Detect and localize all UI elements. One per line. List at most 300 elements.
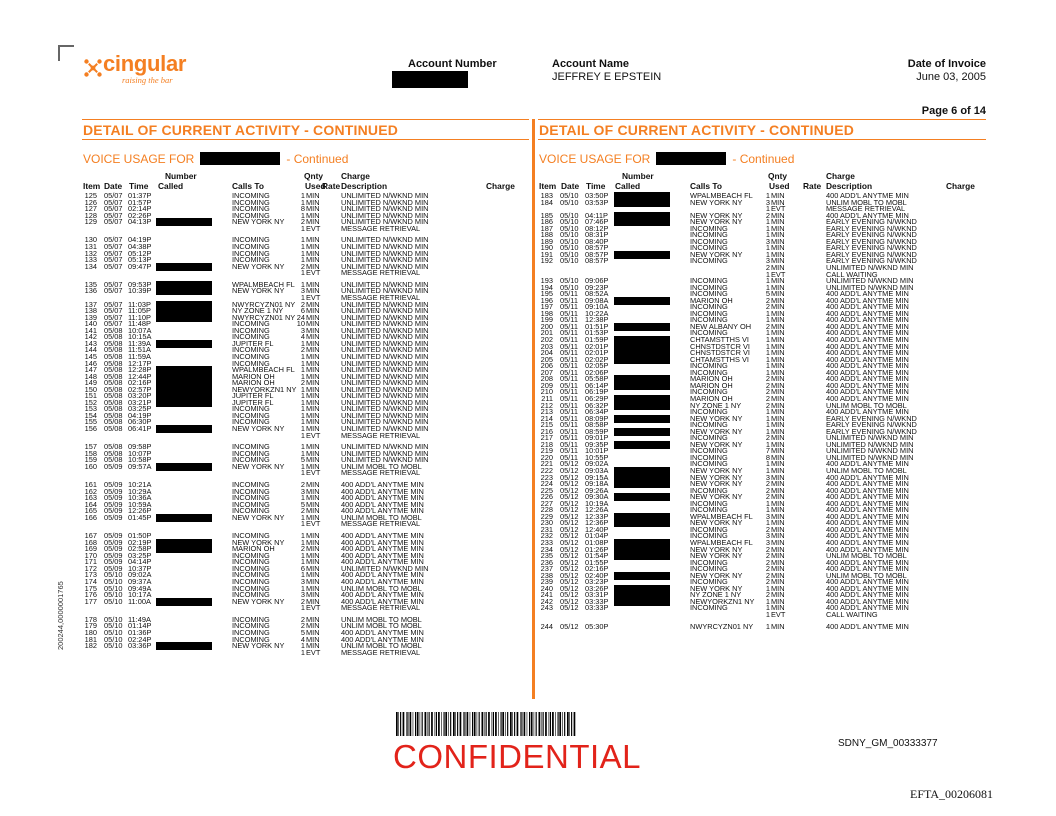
call-date: 05/08 — [104, 358, 123, 368]
barcode-bar — [460, 712, 462, 736]
quantity-used: 3 — [300, 590, 305, 600]
call-date: 05/09 — [104, 557, 123, 567]
quantity-unit: MIN — [771, 230, 785, 240]
charge-description: MESSAGE RETRIEVAL — [341, 603, 421, 613]
barcode-bar — [495, 712, 497, 736]
efta-number: EFTA_00206081 — [910, 787, 994, 801]
quantity-used: 1 — [765, 269, 770, 279]
calls-to: INCOMING — [690, 531, 728, 541]
call-date: 05/12 — [560, 531, 579, 541]
charge-description: MESSAGE RETRIEVAL — [341, 293, 421, 303]
quantity-used: 1 — [765, 282, 770, 292]
quantity-unit: MIN — [306, 217, 320, 227]
barcode-bar — [396, 712, 398, 736]
quantity-used: 1 — [765, 335, 770, 345]
quantity-used: 2 — [765, 393, 770, 403]
charge-description: 400 ADD'L ANYTME MIN — [826, 210, 909, 220]
item-number: 176 — [84, 590, 97, 600]
charge-description: UNLIMITED N/WKND MIN — [341, 197, 429, 207]
call-time: 09:02A — [128, 570, 152, 580]
item-number: 199 — [540, 315, 553, 325]
side-code: 200244,0000001765 — [56, 581, 65, 650]
calls-to: INCOMING — [690, 243, 728, 253]
corner-mark — [58, 45, 74, 47]
item-number: 228 — [540, 505, 553, 515]
quantity-unit: MIN — [306, 614, 320, 624]
item-number: 126 — [84, 197, 97, 207]
item-number: 196 — [540, 295, 553, 305]
item-number: 237 — [540, 564, 553, 574]
call-time: 03:36P — [128, 641, 152, 651]
call-date: 05/08 — [104, 378, 123, 388]
barcode-bar — [549, 712, 550, 736]
quantity-unit: MIN — [771, 243, 785, 253]
item-number: 168 — [84, 537, 97, 547]
col-item: Item — [83, 181, 101, 191]
quantity-unit: MIN — [771, 393, 785, 403]
quantity-unit: MIN — [771, 537, 785, 547]
barcode-bar — [464, 712, 465, 736]
quantity-unit: MIN — [306, 641, 320, 651]
barcode-bar — [455, 712, 456, 736]
calls-to: NEW ALBANY OH — [690, 321, 752, 331]
quantity-used: 1 — [300, 371, 305, 381]
barcode-bar — [435, 712, 436, 736]
account-name-value: JEFFREY E EPSTEIN — [552, 71, 662, 83]
item-number: 153 — [84, 404, 97, 414]
barcode-bar — [407, 712, 408, 736]
barcode-bar — [429, 712, 430, 736]
call-date: 05/11 — [560, 295, 578, 305]
charge-description: UNLIM MOBL TO MOBL — [826, 570, 907, 580]
col-date: Date — [561, 181, 580, 191]
quantity-unit: MIN — [306, 442, 320, 452]
call-date: 05/12 — [560, 511, 579, 521]
item-number: 150 — [84, 384, 97, 394]
item-number: 243 — [540, 603, 553, 613]
quantity-unit: MIN — [771, 348, 785, 358]
charge-description: UNLIMITED N/WKND MIN — [341, 358, 429, 368]
item-number: 194 — [540, 282, 553, 292]
call-time: 03:23P — [585, 577, 609, 587]
calls-to: NWYRCYZN01 NY — [232, 299, 296, 309]
barcode-bar — [558, 712, 559, 736]
item-number: 187 — [540, 223, 553, 233]
quantity-unit: MIN — [771, 603, 785, 613]
call-time: 02:01P — [585, 341, 609, 351]
item-number: 181 — [84, 634, 97, 644]
right-top-rule — [538, 119, 986, 120]
call-date: 05/12 — [560, 544, 579, 554]
call-date: 05/07 — [104, 299, 123, 309]
call-time: 10:36A — [128, 493, 152, 503]
invoice-date-label: Date of Invoice — [907, 58, 986, 70]
call-date: 05/07 — [104, 248, 123, 258]
quantity-used: 2 — [765, 570, 770, 580]
call-time: 11:05P — [128, 306, 151, 316]
quantity-unit: MIN — [306, 210, 320, 220]
barcode-bar — [545, 712, 547, 736]
call-time: 10:17A — [128, 590, 152, 600]
calls-to: INCOMING — [232, 570, 270, 580]
call-date: 05/11 — [560, 315, 578, 325]
call-time: 05:58P — [585, 374, 609, 384]
calls-to: NY ZONE 1 NY — [690, 590, 742, 600]
calls-to: MARION OH — [690, 374, 733, 384]
barcode-bar — [477, 712, 478, 736]
call-time: 10:59A — [128, 499, 152, 509]
charge-description: UNLIMITED N/WKND MIN — [826, 276, 914, 286]
call-time: 12:28P — [128, 365, 152, 375]
call-time: 02:16P — [128, 378, 152, 388]
item-number: 127 — [84, 204, 97, 214]
call-time: 01:04P — [585, 531, 609, 541]
quantity-unit: MIN — [306, 499, 320, 509]
quantity-used: 1 — [765, 518, 770, 528]
quantity-used: 1 — [765, 341, 770, 351]
charge-description: 400 ADD'L ANYTME MIN — [826, 518, 909, 528]
item-number: 222 — [540, 465, 553, 475]
calls-to: INCOMING — [690, 485, 728, 495]
calls-to: INCOMING — [690, 564, 728, 574]
item-number: 221 — [540, 459, 553, 469]
quantity-used: 3 — [300, 486, 305, 496]
call-date: 05/11 — [560, 452, 578, 462]
call-date: 05/10 — [104, 634, 123, 644]
quantity-used: 2 — [300, 621, 305, 631]
col-time: Time — [586, 181, 606, 191]
item-number: 155 — [84, 417, 97, 427]
calls-to: MARION OH — [232, 378, 275, 388]
item-number: 195 — [540, 289, 553, 299]
item-number: 136 — [84, 286, 97, 296]
call-time: 03:31P — [585, 590, 609, 600]
charge-description: 400 ADD'L ANYTME MIN — [826, 621, 909, 631]
call-time: 09:01P — [585, 433, 609, 443]
call-time: 08:57P — [585, 249, 609, 259]
call-time: 12:26P — [128, 506, 152, 516]
barcode-bar — [527, 712, 528, 736]
call-date: 05/11 — [560, 367, 578, 377]
quantity-unit: MIN — [771, 302, 785, 312]
quantity-used: 1 — [300, 365, 305, 375]
quantity-used: 2 — [765, 400, 770, 410]
quantity-used: 2 — [765, 210, 770, 220]
calls-to: INCOMING — [690, 289, 728, 299]
call-time: 03:33P — [585, 596, 609, 606]
item-number: 159 — [84, 455, 97, 465]
calls-to: INCOMING — [690, 236, 728, 246]
call-row — [83, 470, 523, 477]
quantity-unit: MIN — [306, 537, 320, 547]
quantity-unit: MIN — [306, 512, 320, 522]
calls-to: MARION OH — [690, 295, 733, 305]
barcode-bar — [422, 712, 423, 736]
charge-description: UNLIMITED N/WKND MIN — [826, 282, 914, 292]
item-number: 214 — [540, 413, 553, 423]
quantity-used: 1 — [765, 459, 770, 469]
item-number: 205 — [540, 354, 553, 364]
call-date: 05/10 — [104, 583, 123, 593]
call-time: 06:32P — [585, 400, 609, 410]
calls-to: INCOMING — [232, 448, 270, 458]
calls-to: NY ZONE 1 NY — [690, 400, 742, 410]
barcode-bar — [445, 712, 447, 736]
quantity-unit: MIN — [771, 210, 785, 220]
barcode-bar — [479, 712, 480, 736]
right-section-rule — [538, 139, 986, 140]
item-number: 186 — [540, 217, 553, 227]
quantity-used: 1 — [765, 217, 770, 227]
item-number: 223 — [540, 472, 553, 482]
item-number: 224 — [540, 479, 553, 489]
right-section-title: DETAIL OF CURRENT ACTIVITY - CONTINUED — [539, 122, 855, 138]
quantity-used: 3 — [765, 531, 770, 541]
item-number: 163 — [84, 493, 97, 503]
call-date: 05/08 — [104, 365, 123, 375]
call-date: 05/09 — [104, 461, 123, 471]
quantity-unit: MIN — [771, 459, 785, 469]
calls-to: INCOMING — [690, 361, 728, 371]
calls-to: CHTAMSTTHS VI — [690, 354, 749, 364]
call-date: 05/10 — [560, 197, 579, 207]
calls-to: INCOMING — [690, 577, 728, 587]
call-date: 05/12 — [560, 492, 579, 502]
call-time: 01:26P — [585, 544, 609, 554]
item-number: 131 — [84, 242, 97, 252]
confidential-stamp: CONFIDENTIAL — [393, 738, 642, 775]
barcode-bar — [510, 712, 512, 736]
quantity-used: 1 — [300, 410, 305, 420]
call-date: 05/12 — [560, 590, 579, 600]
quantity-used: 3 — [300, 325, 305, 335]
item-number: 130 — [84, 235, 97, 245]
quantity-used: 1 — [300, 512, 305, 522]
charge-description: UNLIM MOBL TO MOBL — [826, 551, 907, 561]
charge-description: 400 ADD'L ANYTME MIN — [341, 577, 424, 587]
call-time: 09:49A — [128, 583, 152, 593]
quantity-unit: MIN — [306, 404, 320, 414]
charge-description: 400 ADD'L ANYTME MIN — [341, 590, 424, 600]
call-time: 09:02A — [585, 459, 609, 469]
charge-description: 400 ADD'L ANYTME MIN — [341, 506, 424, 516]
voice-usage-suffix: - Continued — [732, 152, 795, 166]
calls-to: INCOMING — [690, 387, 728, 397]
charge-description: 400 ADD'L ANYTME MIN — [341, 531, 424, 541]
calls-to: NEW YORK NY — [690, 544, 743, 554]
charge-description: 400 ADD'L ANYTME MIN — [341, 596, 424, 606]
quantity-unit: MIN — [306, 634, 320, 644]
charge-description: UNLIMITED N/WKND MIN — [341, 345, 429, 355]
quantity-used: 2 — [765, 387, 770, 397]
quantity-unit: MIN — [306, 423, 320, 433]
calls-to: INCOMING — [690, 420, 728, 430]
quantity-unit: MIN — [771, 256, 785, 266]
quantity-unit: MIN — [771, 564, 785, 574]
call-time: 04:19P — [128, 235, 152, 245]
quantity-used: 5 — [300, 499, 305, 509]
charge-description: UNLIMITED N/WKND MIN — [341, 410, 429, 420]
call-time: 09:53P — [128, 279, 152, 289]
call-date: 05/09 — [104, 480, 123, 490]
call-time: 10:58P — [128, 455, 152, 465]
charge-description: UNLIMITED N/WKND MIN — [341, 235, 429, 245]
calls-to: INCOMING — [232, 351, 270, 361]
quantity-unit: MIN — [771, 590, 785, 600]
item-number: 236 — [540, 557, 553, 567]
charge-description: UNLIMITED N/WKND MIN — [341, 371, 429, 381]
quantity-used: 1 — [300, 430, 305, 440]
call-time: 08:57P — [585, 256, 609, 266]
cingular-logo — [82, 51, 202, 88]
calls-to: INCOMING — [232, 550, 270, 560]
barcode-bar — [400, 712, 401, 736]
calls-to: INCOMING — [232, 255, 270, 265]
quantity-used: 2 — [765, 263, 770, 273]
call-time: 10:01P — [585, 446, 609, 456]
item-number: 212 — [540, 400, 553, 410]
calls-to: NWYRCYZN01 NY — [232, 312, 296, 322]
quantity-unit: MIN — [771, 413, 785, 423]
page-number: Page 6 of 14 — [921, 105, 986, 117]
call-time: 02:05P — [585, 361, 609, 371]
item-number: 165 — [84, 506, 97, 516]
call-date: 05/07 — [104, 306, 123, 316]
item-number: 129 — [84, 217, 97, 227]
barcode-bar — [517, 712, 519, 736]
call-date: 05/08 — [104, 410, 123, 420]
calls-to: MARION OH — [690, 393, 733, 403]
call-date: 05/09 — [104, 493, 123, 503]
item-number: 197 — [540, 302, 553, 312]
quantity-unit: MIN — [306, 544, 320, 554]
call-time: 12:26A — [585, 505, 609, 515]
charge-description: 400 ADD'L ANYTME MIN — [826, 590, 909, 600]
quantity-unit: MIN — [306, 345, 320, 355]
call-time: 09:15A — [585, 472, 609, 482]
call-time: 03:53P — [585, 197, 609, 207]
quantity-used: 24 — [296, 312, 305, 322]
calls-to: INCOMING — [232, 204, 270, 214]
call-time: 11:59A — [128, 351, 151, 361]
item-number: 213 — [540, 407, 553, 417]
charge-description: 400 ADD'L ANYTME MIN — [826, 531, 909, 541]
charge-description: UNLIMITED N/WKND MIN — [341, 448, 429, 458]
calls-to: INCOMING — [690, 276, 728, 286]
charge-description: UNLIMITED N/WKND MIN — [826, 263, 914, 273]
calls-to: INCOMING — [690, 328, 728, 338]
quantity-unit: EVT — [771, 204, 786, 214]
quantity-used: 7 — [765, 446, 770, 456]
charge-description: 400 ADD'L ANYTME MIN — [826, 367, 909, 377]
item-number: 238 — [540, 570, 553, 580]
call-date: 05/11 — [560, 328, 578, 338]
call-date: 05/11 — [560, 433, 578, 443]
calls-to: INCOMING — [690, 452, 728, 462]
quantity-used: 1 — [300, 351, 305, 361]
quantity-unit: MIN — [771, 557, 785, 567]
voice-usage-number-redaction — [200, 152, 280, 165]
charge-description: EARLY EVENING N/WKND — [826, 243, 917, 253]
item-number: 152 — [84, 397, 97, 407]
item-number: 208 — [540, 374, 553, 384]
calls-to: NEW YORK NY — [690, 249, 743, 259]
calls-to: NEW YORK NY — [690, 472, 743, 482]
quantity-used: 1 — [300, 647, 305, 657]
call-date: 05/09 — [104, 550, 123, 560]
quantity-used: 2 — [765, 492, 770, 502]
quantity-used: 2 — [765, 295, 770, 305]
call-date: 05/08 — [104, 332, 123, 342]
item-number: 230 — [540, 518, 553, 528]
quantity-used: 1 — [765, 407, 770, 417]
calls-to: INCOMING — [690, 446, 728, 456]
quantity-used: 1 — [300, 550, 305, 560]
item-number: 145 — [84, 351, 97, 361]
quantity-unit: MIN — [771, 374, 785, 384]
call-time: 02:06P — [585, 367, 609, 377]
quantity-unit: EVT — [771, 269, 786, 279]
item-number: 140 — [84, 319, 97, 329]
calls-to: INCOMING — [232, 235, 270, 245]
barcode-bar — [536, 712, 537, 736]
charge-description: 400 ADD'L ANYTME MIN — [826, 295, 909, 305]
charge-description: 400 ADD'L ANYTME MIN — [826, 459, 909, 469]
barcode-bar — [482, 712, 484, 736]
call-time: 12:44P — [128, 371, 152, 381]
col-called: Called — [158, 181, 184, 191]
call-time: 02:16P — [585, 564, 609, 574]
quantity-used: 1 — [765, 426, 770, 436]
calls-to: INCOMING — [690, 308, 728, 318]
call-date: 05/11 — [560, 302, 578, 312]
barcode-bar — [543, 712, 544, 736]
item-number: 218 — [540, 439, 553, 449]
charge-description: UNLIMITED N/WKND MIN — [341, 365, 429, 375]
calls-to: INCOMING — [232, 557, 270, 567]
barcode-bar — [427, 712, 428, 736]
barcode-bar — [415, 712, 416, 736]
quantity-used: 1 — [300, 223, 305, 233]
item-number: 138 — [84, 306, 97, 316]
call-time: 05:12P — [128, 248, 152, 258]
col-number-top: Number — [165, 171, 197, 181]
charge-description: 400 ADD'L ANYTME MIN — [826, 348, 909, 358]
quantity-unit: MIN — [306, 570, 320, 580]
barcode-bar — [550, 712, 551, 736]
col-rate: Rate — [322, 181, 341, 191]
barcode-bar — [467, 712, 469, 736]
charge-description: UNLIMITED N/WKND MIN — [826, 439, 914, 449]
item-number: 141 — [84, 325, 97, 335]
call-time: 03:25P — [128, 404, 152, 414]
calls-to: INCOMING — [232, 583, 270, 593]
charge-description: UNLIMITED N/WKND MIN — [341, 442, 429, 452]
call-time: 01:36P — [128, 628, 152, 638]
item-number: 215 — [540, 420, 553, 430]
item-number: 232 — [540, 531, 553, 541]
quantity-unit: MIN — [771, 197, 785, 207]
calls-to: NWYRCYZN01 NY — [690, 621, 754, 631]
quantity-unit: MIN — [306, 332, 320, 342]
barcode-bar — [463, 712, 464, 736]
quantity-used: 3 — [765, 256, 770, 266]
call-time: 11:51A — [128, 345, 151, 355]
call-date: 05/11 — [560, 354, 578, 364]
call-time: 10:15A — [128, 332, 152, 342]
call-date: 05/11 — [560, 426, 578, 436]
item-number: 161 — [84, 480, 97, 490]
